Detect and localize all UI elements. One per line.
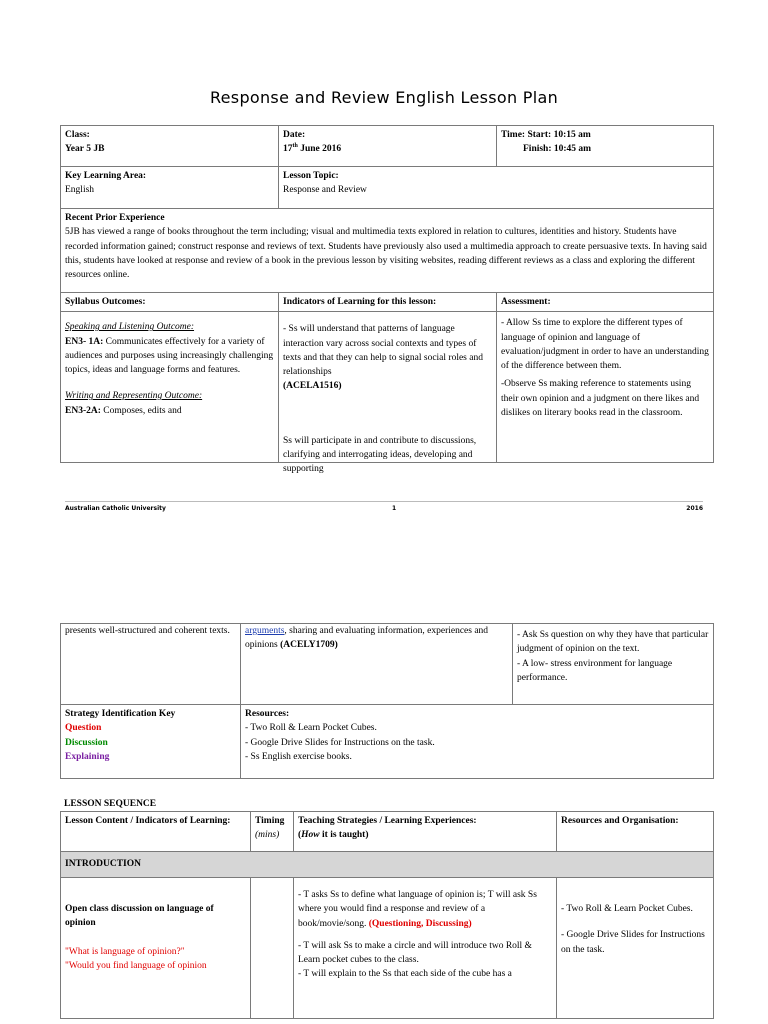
col-resources: Resources and Organisation: [557,812,714,852]
col-teaching-strategies: Teaching Strategies / Learning Experiences: (How it is taught) [294,812,557,852]
assessment-1: - Allow Ss time to explore the different types of language of opinion and language of evaluation/judgment in order to have an understanding of the difference between them. [501,318,709,371]
strategy-step-3: - T will explain to the Ss that each side of the cube has a [298,969,512,980]
date-label: Date: [283,130,306,140]
date-value: 17th June 2016 [283,143,342,155]
topic-label: Lesson Topic: [283,171,339,181]
strategy-key-label: Strategy Identification Key [65,709,176,719]
en3-1a-outcome: EN3- 1A: Communicates effectively for a variety of audiences and purposes using increasingly challenging topics, ideas and language forms and features. [65,336,274,375]
assessment-2: -Observe Ss making reference to statements using their own opinion and a judgment on there likes and dislikes on literary books read in the classroom. [501,379,700,418]
introduction-row: INTRODUCTION [61,852,714,878]
outcomes-cell [61,312,279,463]
intro-resource-2: - Google Drive Slides for Instructions on the task. [561,930,705,955]
intro-question-1: "What is language of opinion?" [65,946,185,957]
kla-label: Key Learning Area: [65,171,147,181]
intro-timing-cell [251,878,294,1019]
indicator-2: Ss will participate in and contribute to discussions, clarifying and interrogating ideas, developing and supporting [283,435,477,474]
intro-question-2: "Would you find language of opinion [65,960,207,971]
col-timing: Timing (mins) [251,812,294,852]
indicator-continued-text: arguments, sharing and evaluating information, experiences and opinions (ACELY1709) [245,626,489,651]
assessment-cell [497,312,714,463]
col-lesson-content: Lesson Content / Indicators of Learning: [61,812,251,852]
assessment-continued-cell [513,624,714,705]
writing-outcome-heading: Writing and Representing Outcome: [65,391,203,402]
time-start: Time: Start: 10:15 am [501,130,591,140]
time-cell [497,126,714,167]
prior-experience-label: Recent Prior Experience [65,213,165,223]
strategy-step-1: - T asks Ss to define what language of opinion is; T will ask Ss where you would find a response and review of a book/movie/song. (Questioning, Discussing) [298,890,537,929]
assessment-header: Assessment: [497,293,714,312]
resource-item: - Google Drive Slides for Instructions on the task. [245,737,435,748]
time-finish: Finish: 10:45 am [523,144,592,155]
en3-2a-outcome: EN3-2A: Composes, edits and [65,405,182,416]
indicator-continued-cell [241,624,513,705]
resource-item: - Two Roll & Learn Pocket Cubes. [245,723,377,734]
footer-year: 2016 [686,505,703,512]
class-cell [61,126,279,167]
lesson-sequence-table [60,811,714,1019]
resource-item: - Ss English exercise books. [245,751,352,762]
prior-experience-cell [61,209,714,293]
assessment-continued-2: - A low- stress environment for language performance. [517,658,673,683]
syllabus-outcomes-header: Syllabus Outcomes: [61,293,279,312]
strategy-key-cell [61,705,241,779]
resources-cell [241,705,714,779]
continuation-table [60,623,714,779]
document-title: Response and Review English Lesson Plan [209,88,559,107]
strategy-question: Question [65,723,102,734]
class-label: Class: [65,130,90,140]
lesson-sequence-heading: LESSON SEQUENCE [64,799,157,809]
kla-value: English [65,185,95,196]
speaking-outcome-heading: Speaking and Listening Outcome: [65,322,195,333]
topic-cell [279,167,714,209]
strategy-step-2: - T will ask Ss to make a circle and will introduce two Roll & Learn pocket cubes to the class. [298,940,532,965]
footer-university: Australian Catholic University [65,505,166,512]
kla-cell [61,167,279,209]
indicators-cell [279,312,497,474]
indicators-header: Indicators of Learning for this lesson: [279,293,497,312]
intro-content-title: Open class discussion on language of opinion [65,904,214,929]
lesson-header-table [60,125,714,474]
intro-content-cell [61,878,251,1019]
class-value: Year 5 JB [65,144,105,155]
intro-strategies-cell [294,878,557,1019]
strategy-explaining: Explaining [65,751,110,762]
strategy-discussion: Discussion [65,737,108,748]
footer-page-number: 1 [392,505,397,512]
outcome-continued-cell [61,624,241,705]
outcome-continued-text: presents well-structured and coherent texts. [65,626,230,636]
intro-resource-1: - Two Roll & Learn Pocket Cubes. [561,904,693,914]
page-footer [65,501,703,512]
intro-resources-cell [557,878,714,1019]
assessment-continued-1: - Ask Ss question on why they have that particular judgment of opinion on the text. [517,630,709,655]
topic-value: Response and Review [283,185,367,196]
date-cell [279,126,497,167]
arguments-link[interactable]: arguments [245,626,285,636]
indicator-1: - Ss will understand that patterns of language interaction vary across social contexts and types of texts and that they can help to signal social roles and relationships (ACELA1516) [283,324,483,392]
prior-experience-text: 5JB has viewed a range of books throughout the term including; visual and multimedia texts explored in relation to cultures, identities and history. Students have recorded information gained; construct response and reviews of text. Students have previously also used a multimedia approach to create persuasive texts. In having said this, students have looked at response and review of a book in the previous lesson by visiting websites, reading different reviews as a class and exploring the different resources online. [65,227,707,280]
resources-label: Resources: [245,709,290,719]
